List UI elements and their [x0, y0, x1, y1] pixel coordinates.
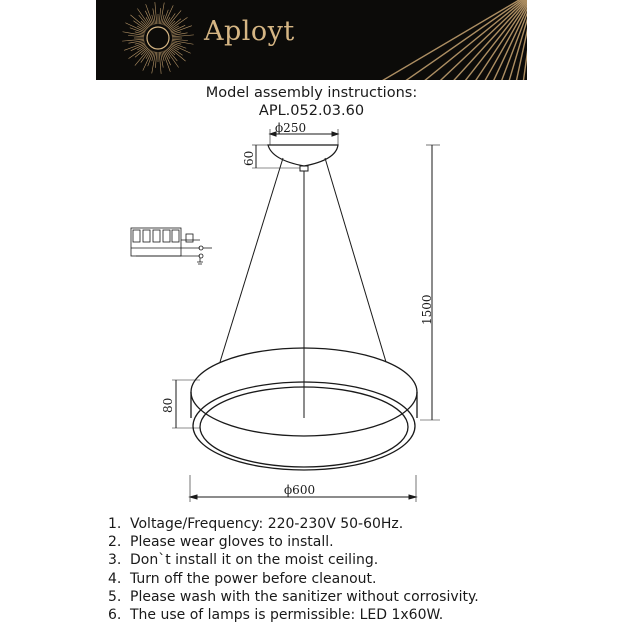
- model-number: APL.052.03.60: [258, 103, 365, 119]
- instruction-text: Voltage/Frequency: 220-230V 50-60Hz.: [130, 516, 404, 532]
- ring-diameter-label: ϕ600: [284, 483, 316, 497]
- instruction-number: 6.: [108, 607, 122, 624]
- instruction-text: Turn off the power before cleanout.: [130, 570, 377, 587]
- suspension-cable-left: [220, 158, 283, 362]
- canopy-diameter-label: ϕ250: [275, 121, 307, 135]
- instruction-item: [108, 570, 479, 588]
- ring-height-label: 80: [161, 397, 175, 413]
- suspension-cable-right: [325, 158, 386, 362]
- instruction-item: [108, 588, 479, 606]
- ceiling-canopy: [268, 145, 338, 166]
- instruction-text: Don`t install it on the moist ceiling.: [130, 552, 379, 569]
- instruction-number: 4.: [108, 570, 122, 587]
- page-title: Model assembly instructions:: [205, 85, 418, 101]
- instruction-text: The use of lamps is permissible: LED 1x60W.: [130, 607, 444, 624]
- instruction-number: 5.: [108, 588, 122, 605]
- brand-name: Aployt: [204, 16, 295, 47]
- total-height-dimension: [420, 145, 440, 420]
- instruction-item: [108, 515, 479, 533]
- instruction-text: Please wash with the sanitizer without corrosivity.: [130, 588, 479, 605]
- canopy-height-label: 60: [242, 150, 256, 166]
- instruction-number: 1.: [108, 516, 122, 532]
- canopy-stem: [300, 166, 308, 171]
- instruction-item: [108, 606, 479, 624]
- instruction-number: 2.: [108, 534, 122, 551]
- instruction-item: [108, 533, 479, 551]
- instruction-item: [108, 551, 479, 569]
- instruction-number: 3.: [108, 552, 122, 569]
- instruction-text: Please wear gloves to install.: [130, 534, 334, 551]
- total-height-label: 1500: [420, 294, 434, 325]
- instructions-list: [108, 515, 479, 624]
- wiring-terminal-block: [131, 228, 212, 264]
